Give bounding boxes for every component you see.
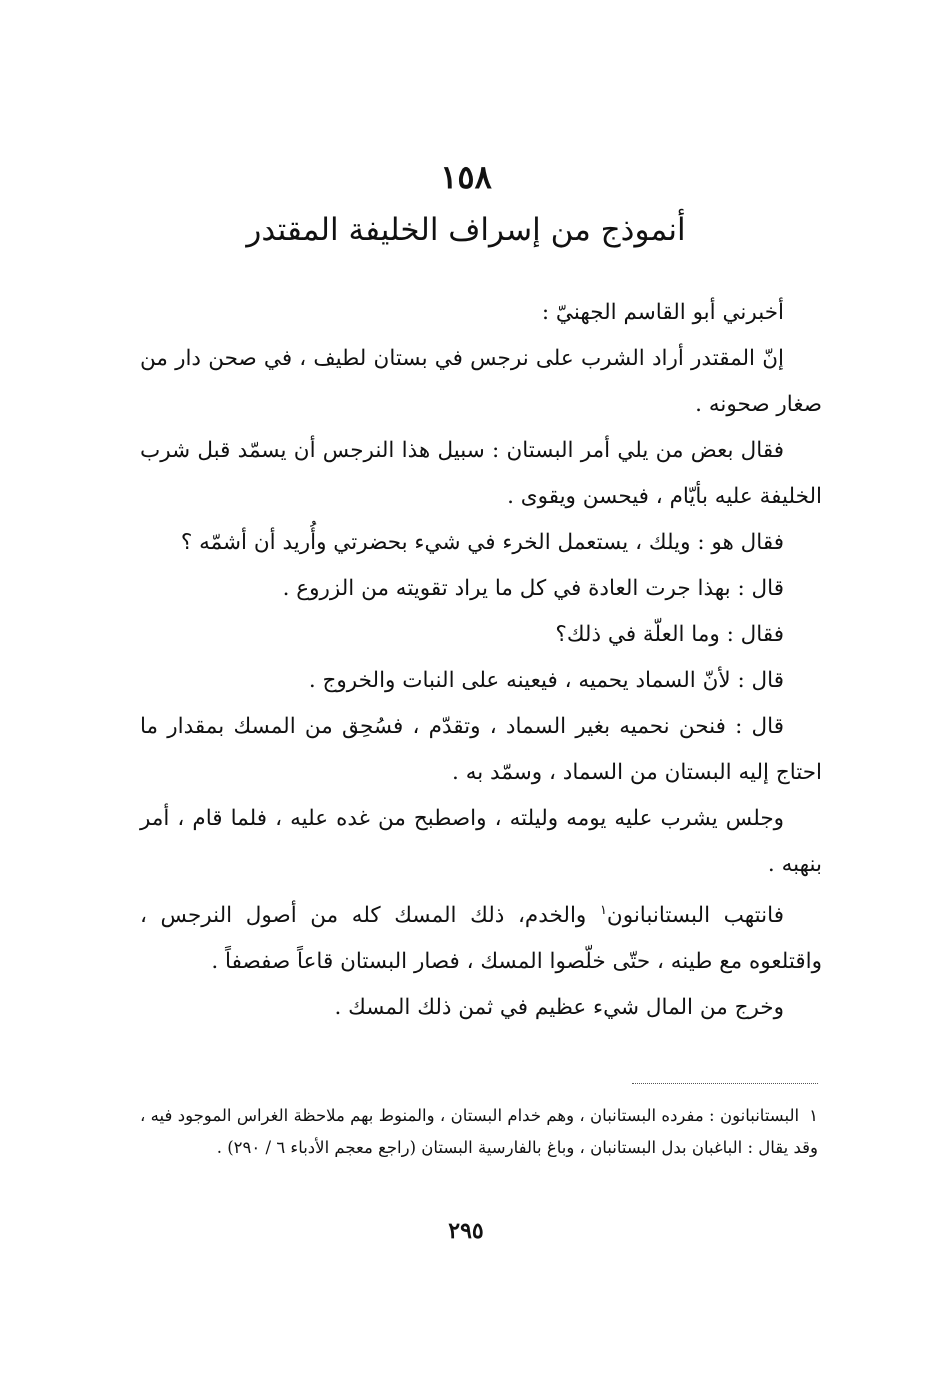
paragraph-part: فانتهب البستانبانون <box>606 903 784 929</box>
paragraph-part: والخدم، ذلك المسك كله من أصول النرجس ، واقتلعوه مع طينه ، حتّى خلّصوا المسك ، فصار البستان قاعاً صفصفاً . <box>140 903 822 975</box>
footnote-divider <box>632 1083 818 1084</box>
footnote-reference[interactable]: ١ <box>599 903 607 918</box>
paragraph: فقال بعض من يلي أمر البستان : سبيل هذا النرجس أن يسمّد قبل شرب الخليفة عليه بأيّام ، فيحسن ويقوى . <box>140 438 822 509</box>
paragraph: وخرج من المال شيء عظيم في ثمن ذلك المسك . <box>334 995 784 1021</box>
body-text <box>140 290 822 1031</box>
page-number: ٢٩٥ <box>448 1218 484 1244</box>
paragraph: فقال : وما العلّة في ذلك؟ <box>555 622 784 647</box>
paragraph: فقال هو : ويلك ، يستعمل الخرء في شيء بحضرتي وأُريد أن أشمّه ؟ <box>180 530 784 555</box>
footnote-number: ١ <box>809 1106 818 1125</box>
paragraph: قال : بهذا جرت العادة في كل ما يراد تقويته من الزروع . <box>282 576 784 601</box>
chapter-title: أنموذج من إسراف الخليفة المقتدر <box>246 212 686 248</box>
footnote-text: البستانبانون : مفرده البستانبان ، وهم خدام البستان ، والمنوط بهم ملاحظة الغراس الموجود فيه ، وقد يقال : الباغبان بدل البستانبان ، وباغ بالفارسية البستان (راجع معجم الأدباء ٦ / ٢٩٠) . <box>140 1106 818 1157</box>
paragraph: وجلس يشرب عليه يومه وليلته ، واصطبح من غده عليه ، فلما قام ، أمر بنهبه . <box>140 806 822 877</box>
paragraph: إنّ المقتدر أراد الشرب على نرجس في بستان لطيف ، في صحن دار من صغار صحونه . <box>140 346 822 417</box>
paragraph: قال : لأنّ السماد يحميه ، فيعينه على النبات والخروج . <box>308 668 784 693</box>
footnote <box>140 1100 818 1164</box>
paragraph-with-footnote <box>140 888 822 985</box>
paragraph: أخبرني أبو القاسم الجهنيّ : <box>541 300 784 325</box>
paragraph: قال : فنحن نحميه بغير السماد ، وتقدّم ، فسُحِق من المسك بمقدار ما احتاج إليه البستان من السماد ، وسمّد به . <box>140 714 822 785</box>
chapter-number: ١٥٨ <box>440 158 492 196</box>
footnotes <box>140 1100 818 1164</box>
